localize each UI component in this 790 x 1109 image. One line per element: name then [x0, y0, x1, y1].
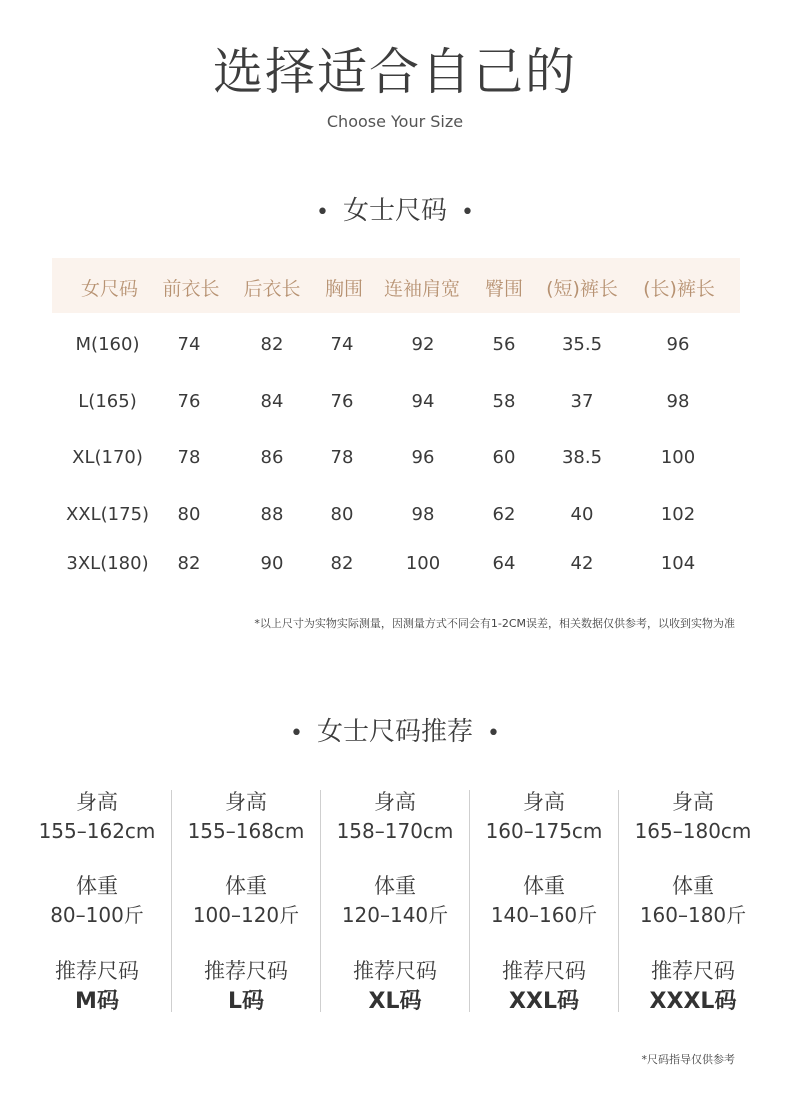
table-cell: 60 — [492, 447, 516, 468]
column-header-front-length: 前衣长 — [162, 278, 220, 300]
weight-value: 160–180斤 — [639, 903, 747, 927]
height-value: 158–170cm — [336, 819, 454, 843]
height-value: 160–175cm — [485, 819, 603, 843]
weight-value: 120–140斤 — [341, 903, 449, 927]
size-section-title-text: 女士尺码 — [342, 196, 447, 226]
recommend-size-value: XL码 — [368, 989, 422, 1014]
table-cell: 96 — [411, 447, 435, 468]
table-cell: 94 — [411, 391, 435, 412]
recommend-card-l — [172, 785, 320, 1015]
height-value: 165–180cm — [634, 819, 752, 843]
weight-label: 体重 — [374, 874, 416, 898]
table-cell: 104 — [660, 553, 696, 574]
table-cell: 40 — [570, 504, 594, 525]
recommend-section-title — [0, 716, 790, 750]
table-cell: XL(170) — [72, 447, 143, 468]
recommend-size-value: XXXL码 — [649, 989, 737, 1014]
height-label: 身高 — [672, 790, 714, 814]
table-cell: 88 — [260, 504, 284, 525]
weight-label: 体重 — [225, 874, 267, 898]
recommend-size-value: L码 — [227, 989, 265, 1014]
column-header-shorts-length: (短)裤长 — [546, 278, 618, 300]
table-cell: 82 — [260, 334, 284, 355]
table-cell: 82 — [330, 553, 354, 574]
table-cell: 82 — [177, 553, 201, 574]
bullet-icon: • — [461, 200, 474, 225]
table-cell: 80 — [330, 504, 354, 525]
table-cell: 37 — [570, 391, 594, 412]
page-subtitle: Choose Your Size — [326, 112, 464, 131]
height-label: 身高 — [374, 790, 416, 814]
weight-label: 体重 — [523, 874, 565, 898]
table-cell: 62 — [492, 504, 516, 525]
recommend-size-value: XXL码 — [509, 989, 579, 1014]
recommend-size-label: 推荐尺码 — [204, 959, 288, 983]
bullet-icon: • — [290, 721, 303, 746]
table-cell: 38.5 — [561, 447, 603, 468]
recommend-size-label: 推荐尺码 — [651, 959, 735, 983]
table-cell: 92 — [411, 334, 435, 355]
column-header-bust: 胸围 — [324, 278, 363, 300]
bullet-icon: • — [487, 721, 500, 746]
size-section-title — [0, 195, 790, 229]
table-cell: XXL(175) — [65, 504, 150, 525]
table-cell: 74 — [177, 334, 201, 355]
recommend-card-xl — [321, 785, 469, 1015]
column-header-shoulder: 连袖肩宽 — [383, 278, 460, 300]
table-cell: 78 — [330, 447, 354, 468]
table-cell: 98 — [411, 504, 435, 525]
table-row — [0, 549, 790, 579]
weight-value: 140–160斤 — [490, 903, 598, 927]
table-cell: 76 — [177, 391, 201, 412]
table-cell: 90 — [260, 553, 284, 574]
table-cell: M(160) — [75, 334, 140, 355]
table-cell: 102 — [660, 504, 696, 525]
recommend-size-label: 推荐尺码 — [353, 959, 437, 983]
column-header-back-length: 后衣长 — [243, 278, 301, 300]
table-cell: 100 — [660, 447, 696, 468]
size-table-note: *以上尺寸为实物实际测量，因测量方式不同会有1-2CM误差，相关数据仅供参考，以收到实物为准 — [254, 617, 735, 630]
recommend-size-label: 推荐尺码 — [502, 959, 586, 983]
table-cell: L(165) — [78, 391, 137, 412]
table-cell: 56 — [492, 334, 516, 355]
height-label: 身高 — [523, 790, 565, 814]
recommend-card-xxxl — [619, 785, 767, 1015]
height-value: 155–162cm — [38, 819, 156, 843]
recommend-card-xxl — [470, 785, 618, 1015]
height-label: 身高 — [225, 790, 267, 814]
column-header-size: 女尺码 — [80, 278, 138, 300]
table-row — [0, 387, 790, 417]
table-cell: 98 — [666, 391, 690, 412]
recommend-card-m — [23, 785, 171, 1015]
weight-label: 体重 — [672, 874, 714, 898]
table-cell: 3XL(180) — [66, 553, 149, 574]
size-table-header — [52, 258, 740, 313]
table-cell: 84 — [260, 391, 284, 412]
table-cell: 42 — [570, 553, 594, 574]
table-cell: 100 — [405, 553, 441, 574]
weight-value: 80–100斤 — [50, 903, 144, 927]
weight-label: 体重 — [76, 874, 118, 898]
table-row — [0, 443, 790, 473]
table-cell: 74 — [330, 334, 354, 355]
table-cell: 80 — [177, 504, 201, 525]
table-cell: 78 — [177, 447, 201, 468]
column-header-pants-length: (长)裤长 — [643, 278, 715, 300]
height-label: 身高 — [76, 790, 118, 814]
column-header-hip: 臀围 — [484, 278, 523, 300]
bullet-icon: • — [316, 200, 329, 225]
table-cell: 58 — [492, 391, 516, 412]
height-value: 155–168cm — [187, 819, 305, 843]
table-cell: 76 — [330, 391, 354, 412]
table-cell: 64 — [492, 553, 516, 574]
page-title: 选择适合自己的 — [213, 43, 577, 101]
table-row — [0, 330, 790, 360]
table-cell: 86 — [260, 447, 284, 468]
recommend-section-title-text: 女士尺码推荐 — [316, 717, 473, 747]
recommend-note: *尺码指导仅供参考 — [641, 1053, 735, 1066]
recommend-size-label: 推荐尺码 — [55, 959, 139, 983]
recommend-size-value: M码 — [75, 989, 119, 1014]
table-cell: 96 — [666, 334, 690, 355]
table-row — [0, 500, 790, 530]
table-cell: 35.5 — [561, 334, 603, 355]
weight-value: 100–120斤 — [192, 903, 300, 927]
